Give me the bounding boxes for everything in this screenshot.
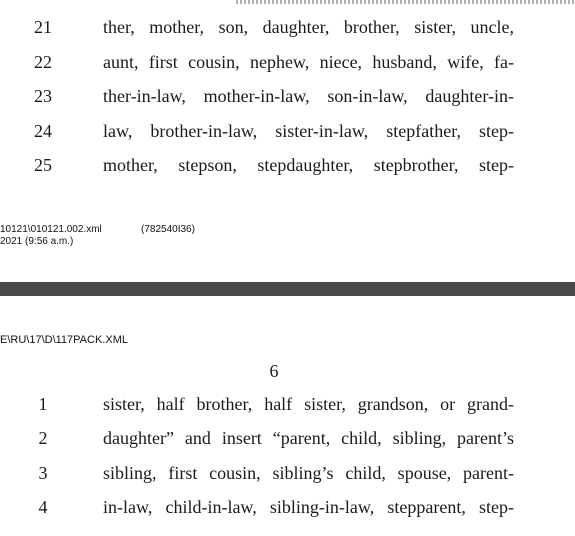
page-top-edge [236,0,575,4]
line-text: daughter” and insert “parent, child, sibling, parent’s [103,428,514,448]
text-line [0,426,575,450]
text-line [0,84,575,108]
line-text: law, brother-in-law, sister-in-law, stepfather, step- [103,121,514,141]
line-number: 1 [38,394,48,414]
line-number: 25 [34,155,52,175]
footer-file-path: 10121\010121.002.xml [0,224,102,235]
header-file-path: E\RU\17\D\117PACK.XML [0,334,128,346]
footer-doc-id: (782540I36) [141,224,195,235]
document-page-bottom [0,296,575,536]
text-line [0,495,575,519]
line-number: 2 [38,428,48,448]
line-number: 23 [34,86,52,106]
line-number: 4 [38,497,48,517]
text-line [0,461,575,485]
text-line [0,153,575,177]
text-line [0,50,575,74]
line-text: aunt, first cousin, nephew, niece, husband, wife, fa- [103,52,514,72]
line-text: sister, half brother, half sister, grandson, or grand- [103,394,514,414]
line-text: in-law, child-in-law, sibling-in-law, stepparent, step- [103,497,514,517]
line-text: ther-in-law, mother-in-law, son-in-law, daughter-in- [103,86,514,106]
line-number: 21 [34,17,52,37]
text-line [0,15,575,39]
line-number: 22 [34,52,52,72]
line-text: sibling, first cousin, sibling’s child, spouse, parent- [103,463,514,483]
line-number: 24 [34,121,52,141]
text-line [0,119,575,143]
footer-date: 2021 (9:56 a.m.) [0,236,74,247]
page-number: 6 [269,361,279,381]
text-line [0,392,575,416]
line-text: ther, mother, son, daughter, brother, sister, uncle, [103,17,514,37]
line-text: mother, stepson, stepdaughter, stepbrother, step- [103,155,514,175]
line-number: 3 [38,463,48,483]
page-separator [0,282,575,296]
